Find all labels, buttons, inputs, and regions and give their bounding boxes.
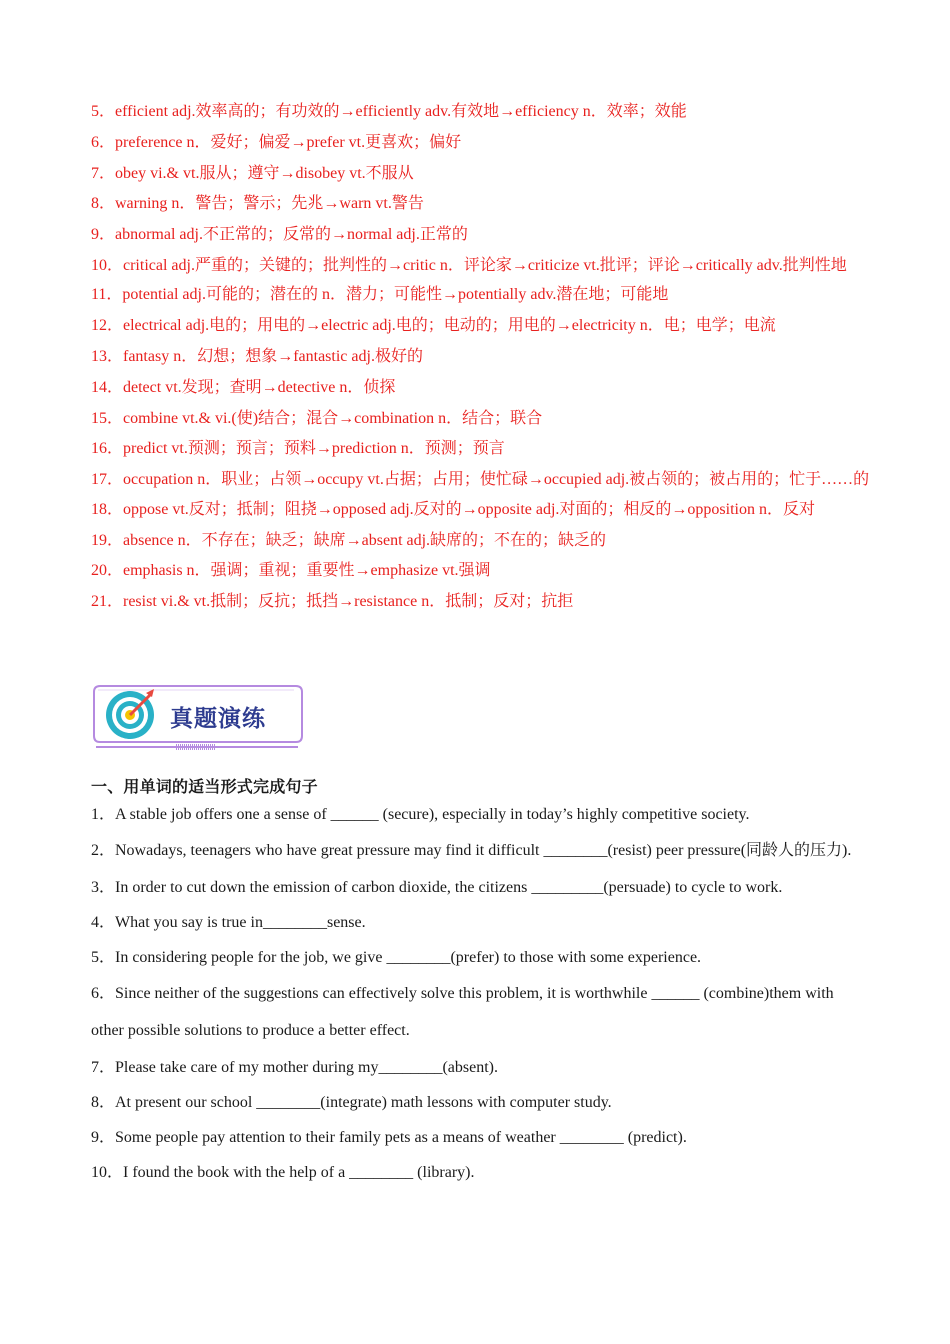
vocab-item-7: 7．obey vi.& vt.服从；遵守→disobey vt.不服从	[91, 164, 414, 182]
vocab-item-20: 20．emphasis n．强调；重视；重要性→emphasize vt.强调	[91, 562, 491, 580]
section-heading: 一、用单词的适当形式完成句子	[91, 777, 318, 796]
vocab-item-13: 13．fantasy n．幻想；想象→fantastic adj.极好的	[91, 348, 423, 366]
vocab-item-15: 15．combine vt.& vi.(使)结合；混合→combination n．结合；联合	[91, 409, 543, 427]
vocab-item-9: 9．abnormal adj.不正常的；反常的→normal adj.正常的	[91, 226, 468, 244]
exercise-item-3: 3．In order to cut down the emission of carbon dioxide, the citizens _________(persuade) to cycle to work.	[91, 878, 783, 896]
vocab-item-8: 8．warning n．警告；警示；先兆→warn vt.警告	[91, 195, 424, 213]
exercise-item-5: 5．In considering people for the job, we give ________(prefer) to those with some experience.	[91, 948, 702, 966]
exercise-item-7: 7．Please take care of my mother during my________(absent).	[91, 1058, 499, 1076]
section-banner	[90, 684, 304, 752]
exercise-item-6: 6．Since neither of the suggestions can effectively solve this problem, it is worthwhile ______ (combine)them with other possible solutions to produce a better effect.	[91, 984, 834, 1039]
banner-title: 真题演练	[170, 706, 266, 732]
vocab-item-5: 5．efficient adj.效率高的；有功效的→efficiently adv.有效地→efficiency n．效率；效能	[91, 103, 687, 120]
vocab-item-21: 21．resist vi.& vt.抵制；反抗；抵挡→resistance n．抵制；反对；抗拒	[91, 593, 574, 611]
exercise-item-2: 2．Nowadays, teenagers who have great pressure may find it difficult ________(resist) peer pressure(同龄人的压力).	[91, 842, 852, 859]
vocab-item-6: 6．preference n．爱好；偏爱→prefer vt.更喜欢；偏好	[91, 133, 462, 151]
vocab-item-17: 17．occupation n．职业；占领→occupy vt.占据；占用；使忙碌→occupied adj.被占领的；被占用的；忙于……的	[91, 471, 870, 489]
vocab-item-18: 18．oppose vt.反对；抵制；阻挠→opposed adj.反对的→opposite adj.对面的；相反的→opposition n．反对	[91, 500, 815, 518]
exercise-item-1: 1．A stable job offers one a sense of ______ (secure), especially in today’s highly competitive society.	[91, 806, 750, 823]
vocabulary-list	[91, 97, 871, 618]
vocab-item-10: 10．critical adj.严重的；关键的；批判性的→critic n．评论家→criticize vt.批评；评论→critically adv.批判性地	[91, 256, 847, 274]
vocab-item-12: 12．electrical adj.电的；用电的→electric adj.电的；电动的；用电的→electricity n．电；电学；电流	[91, 317, 776, 335]
vocab-item-14: 14．detect vt.发现；查明→detective n．侦探	[91, 378, 396, 396]
exercise-list	[91, 797, 861, 1190]
vocab-item-11: 11．potential adj.可能的；潜在的 n．潜力；可能性→potentially adv.潜在地；可能地	[91, 286, 669, 304]
vocab-item-19: 19．absence n．不存在；缺乏；缺席→absent adj.缺席的；不在的；缺乏的	[91, 531, 607, 549]
exercise-item-9: 9．Some people pay attention to their family pets as a means of weather ________ (predict).	[91, 1128, 687, 1146]
exercise-item-8: 8．At present our school ________(integrate) math lessons with computer study.	[91, 1093, 612, 1111]
exercise-item-4: 4．What you say is true in________sense.	[91, 913, 366, 931]
exercise-item-10: 10．I found the book with the help of a ________ (library).	[91, 1163, 475, 1181]
vocab-item-16: 16．predict vt.预测；预言；预料→prediction n．预测；预言	[91, 440, 505, 458]
